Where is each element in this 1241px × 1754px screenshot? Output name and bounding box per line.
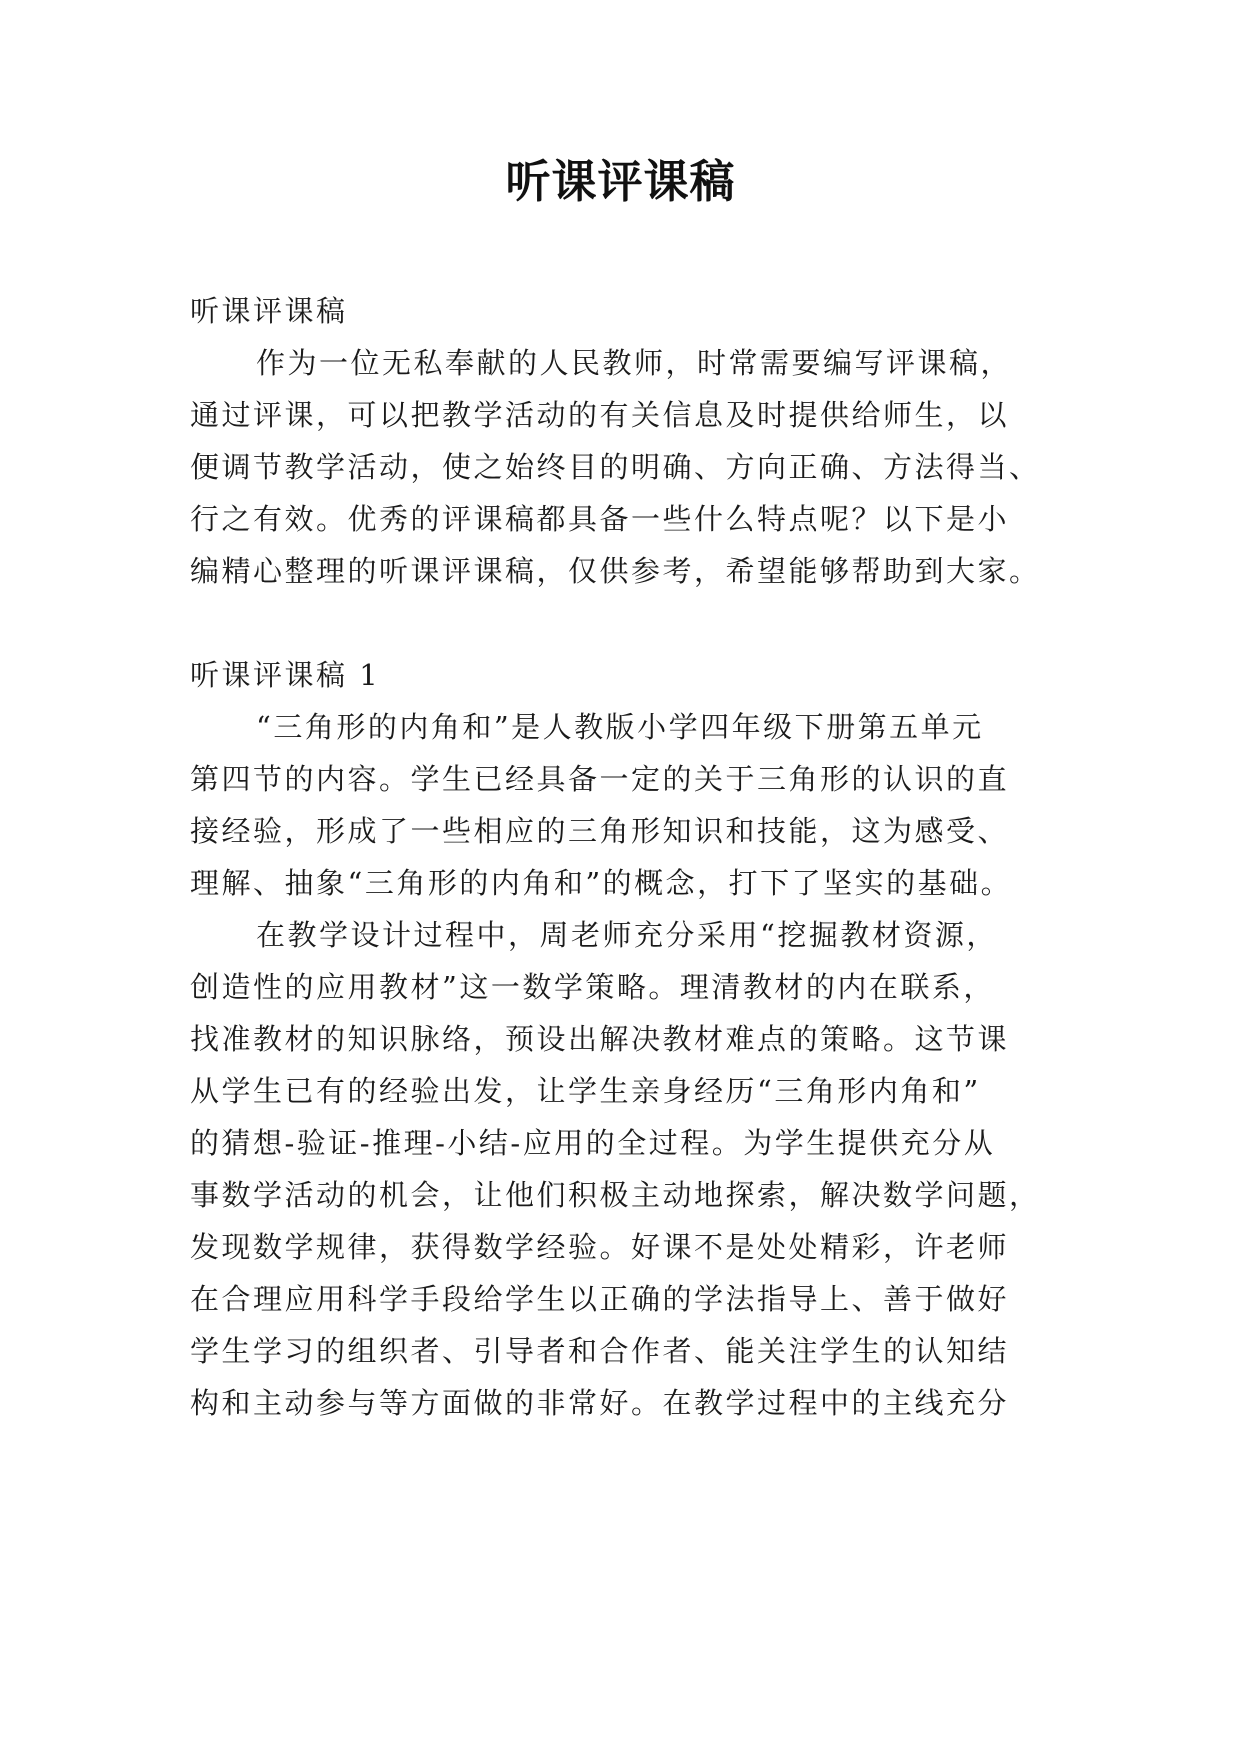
paragraph-line: 接经验，形成了一些相应的三角形知识和技能，这为感受、 — [190, 814, 1010, 848]
paragraph-line: 在合理应用科学手段给学生以正确的学法指导上、善于做好 — [190, 1282, 1010, 1316]
paragraph-line: 作为一位无私奉献的人民教师，时常需要编写评课稿， — [256, 346, 1013, 380]
paragraph-line: 从学生已有的经验出发，让学生亲身经历“三角形内角和” — [190, 1074, 981, 1108]
paragraph-line: 在教学设计过程中，周老师充分采用“挖掘教材资源， — [256, 918, 998, 952]
paragraph-line: 便调节教学活动，使之始终目的明确、方向正确、方法得当、 — [190, 450, 1041, 484]
paragraph-line: 行之有效。优秀的评课稿都具备一些什么特点呢？以下是小 — [190, 502, 1010, 536]
paragraph-line: 找准教材的知识脉络，预设出解决教材难点的策略。这节课 — [190, 1022, 1010, 1056]
paragraph-line: 通过评课，可以把教学活动的有关信息及时提供给师生，以 — [190, 398, 1010, 432]
section-1-paragraph-1 — [190, 701, 1070, 909]
document-title: 听课评课稿 — [505, 155, 736, 208]
paragraph-line: 的猜想-验证-推理-小结-应用的全过程。为学生提供充分从 — [190, 1126, 996, 1160]
intro-paragraph — [190, 337, 1070, 597]
paragraph-line: 创造性的应用教材”这一数学策略。理清教材的内在联系， — [190, 970, 995, 1004]
section-heading-1: 听课评课稿 1 — [190, 658, 381, 692]
document-body — [190, 285, 1070, 1429]
section-heading-intro: 听课评课稿 — [190, 294, 348, 328]
paragraph-line: 事数学活动的机会，让他们积极主动地探索，解决数学问题， — [190, 1178, 1041, 1212]
paragraph-line: “三角形的内角和”是人教版小学四年级下册第五单元 — [256, 710, 984, 744]
paragraph-line: 理解、抽象“三角形的内角和”的概念，打下了坚实的基础。 — [190, 866, 1013, 900]
paragraph-line: 发现数学规律，获得数学经验。好课不是处处精彩，许老师 — [190, 1230, 1010, 1264]
paragraph-line: 构和主动参与等方面做的非常好。在教学过程中的主线充分 — [190, 1386, 1010, 1420]
paragraph-line: 学生学习的组织者、引导者和合作者、能关注学生的认知结 — [190, 1334, 1010, 1368]
section-1-paragraph-2 — [190, 909, 1070, 1429]
paragraph-line: 第四节的内容。学生已经具备一定的关于三角形的认识的直 — [190, 762, 1010, 796]
paragraph-line: 编精心整理的听课评课稿，仅供参考，希望能够帮助到大家。 — [190, 554, 1041, 588]
